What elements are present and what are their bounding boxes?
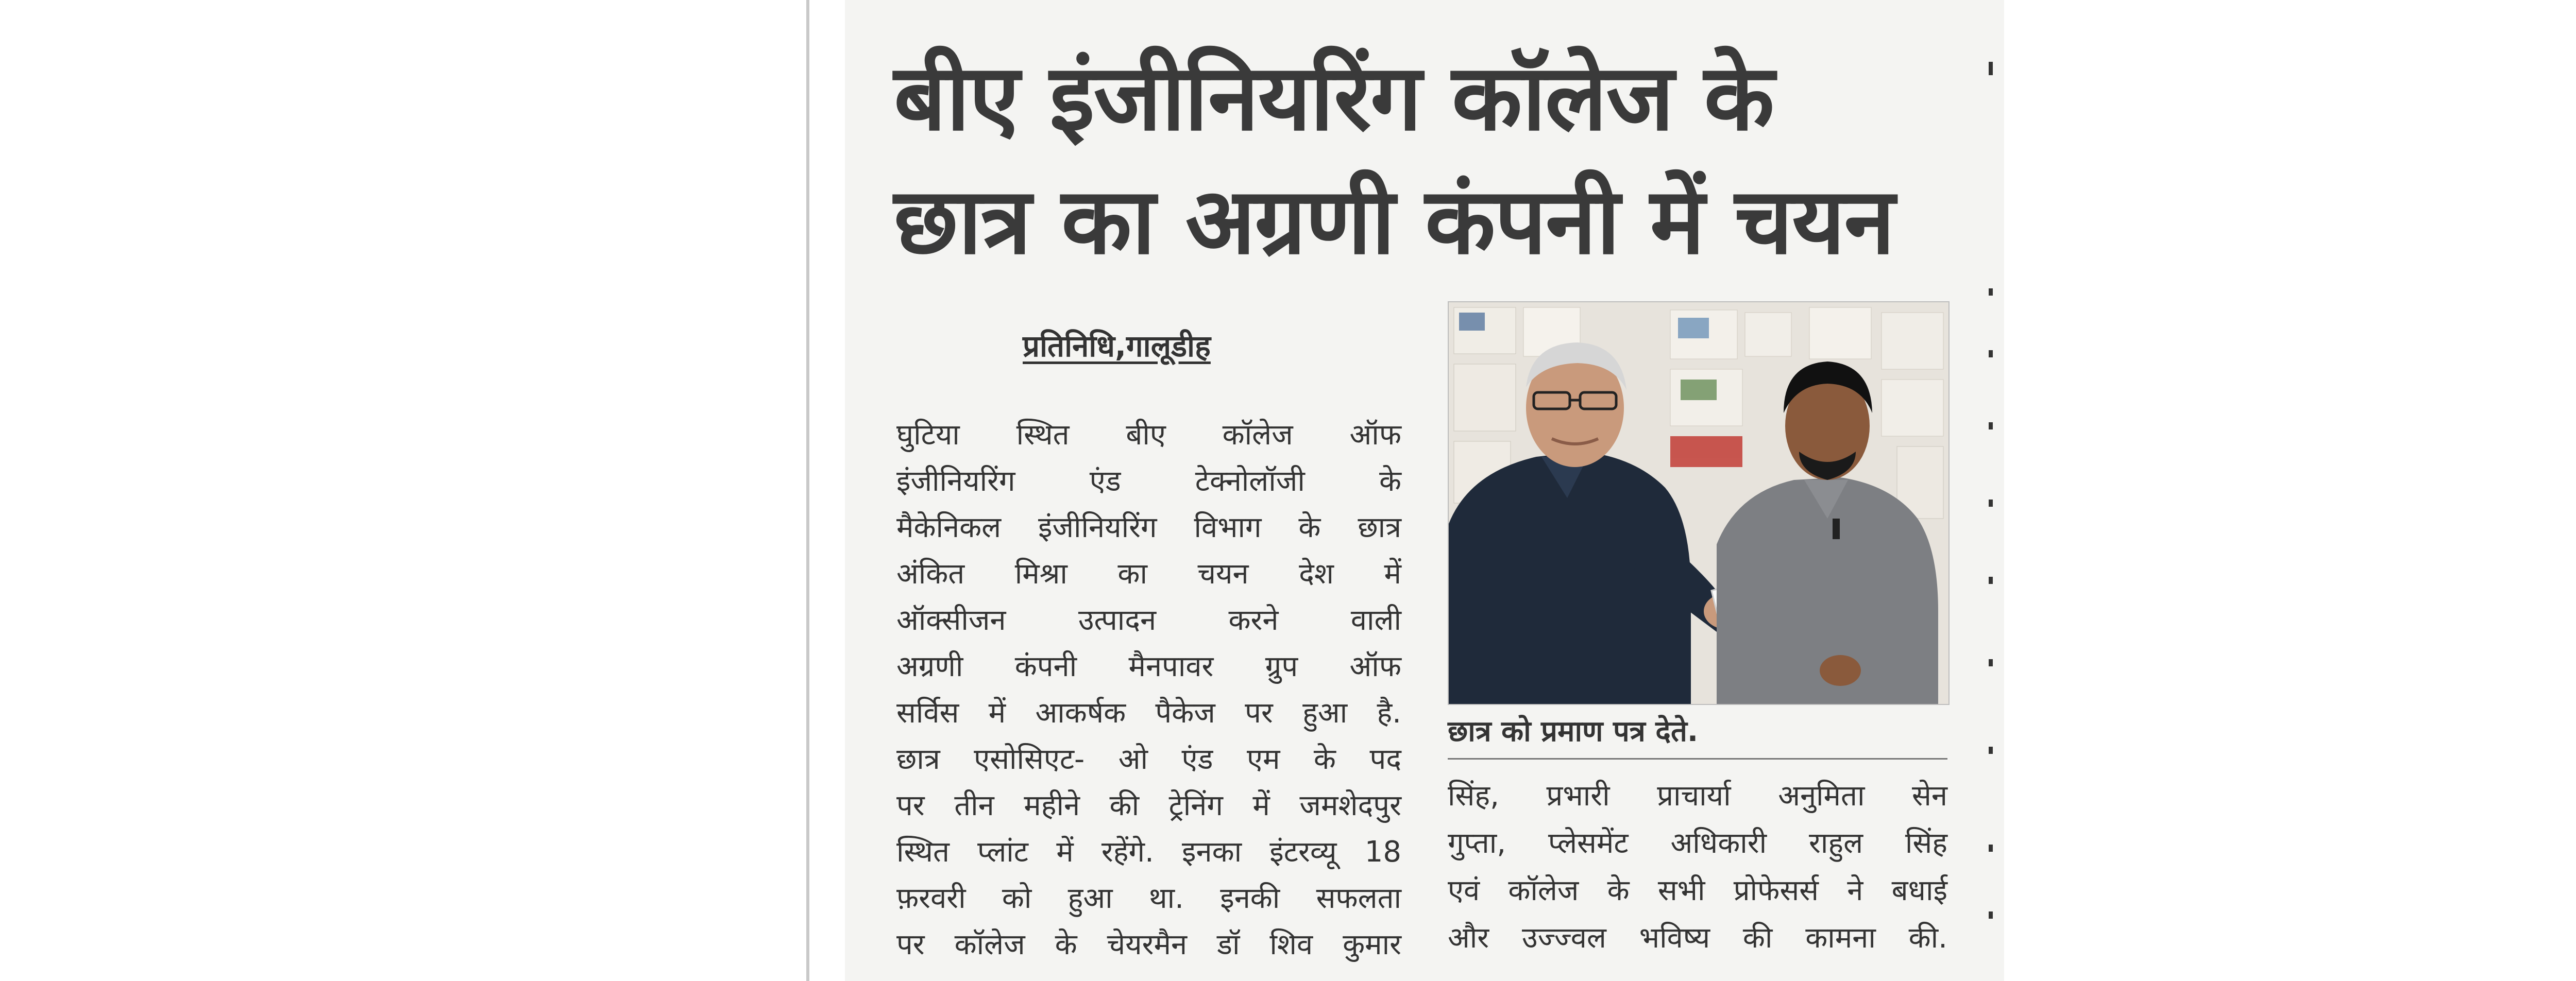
headline-line-2: छात्र का अग्रणी कंपनी में चयन: [894, 168, 1894, 274]
body-line: अंकित मिश्रा का चयन देश में: [896, 557, 1401, 591]
headline-line-1: बीए इंजीनियरिंग कॉलेज के: [894, 44, 1774, 151]
news-photo: [1448, 301, 1950, 705]
photo-caption: छात्र को प्रमाण पत्र देते.: [1448, 715, 1699, 748]
body-line: स्थित प्लांट में रहेंगे. इनका इंटरव्यू 18: [896, 835, 1401, 869]
body-line: इंजीनियरिंग एंड टेक्नोलॉजी के: [896, 464, 1401, 498]
newspaper-clipping: [845, 0, 2004, 981]
body-line: सर्विस में आकर्षक पैकेज पर हुआ है.: [896, 696, 1401, 730]
body-line: छात्र एसोसिएट- ओ एंड एम के पद: [896, 743, 1401, 776]
body-line: ऑक्सीजन उत्पादन करने वाली: [896, 604, 1401, 637]
caption-divider: [1448, 758, 1947, 760]
body-line: फ़रवरी को हुआ था. इनकी सफलता: [896, 882, 1401, 915]
headline: [894, 36, 1986, 283]
body-line: पर तीन महीने की ट्रेनिंग में जमशेदपुर: [896, 789, 1401, 822]
body-line: घुटिया स्थित बीए कॉलेज ऑफ: [896, 418, 1401, 452]
byline: प्रतिनिधि,गालूडीह: [1023, 329, 1211, 364]
body-line: और उज्ज्वल भविष्य की कामना की.: [1448, 921, 1947, 955]
body-line: एवं कॉलेज के सभी प्रोफेसर्स ने बधाई: [1448, 874, 1947, 907]
body-line: अग्रणी कंपनी मैनपावर ग्रुप ऑफ: [896, 650, 1401, 683]
article-body-left: [896, 412, 1401, 968]
body-line: पर कॉलेज के चेयरमैन डॉ शिव कुमार: [896, 928, 1401, 961]
certificate-handover-photo: [1449, 302, 1948, 704]
adjacent-column-edge: [1989, 62, 1994, 937]
page-divider-line: [806, 0, 809, 981]
article-body-right: [1448, 772, 1947, 962]
body-line: सिंह, प्रभारी प्राचार्या अनुमिता सेन: [1448, 779, 1947, 813]
body-line: गुप्ता, प्लेसमेंट अधिकारी राहुल सिंह: [1448, 827, 1947, 860]
body-line: मैकेनिकल इंजीनियरिंग विभाग के छात्र: [896, 511, 1401, 544]
